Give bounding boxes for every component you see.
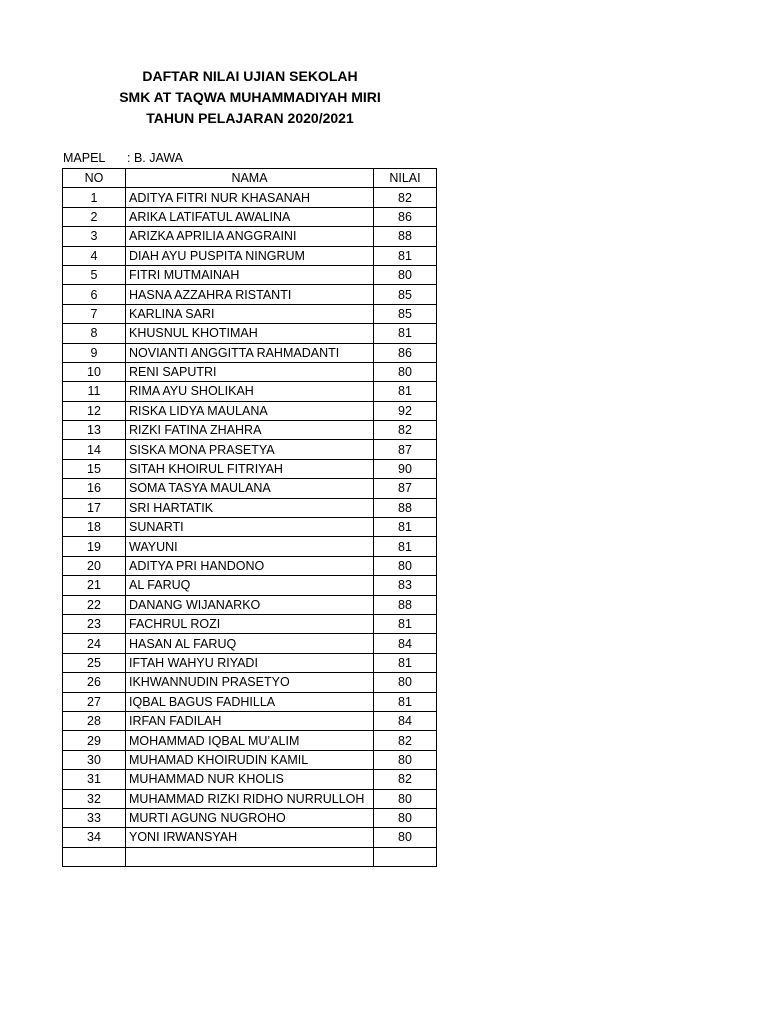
cell-no: 12	[63, 401, 126, 420]
cell-nama: NOVIANTI ANGGITTA RAHMADANTI	[126, 343, 374, 362]
cell-nilai: 81	[374, 518, 437, 537]
cell-nilai: 80	[374, 265, 437, 284]
cell-nama: KARLINA SARI	[126, 304, 374, 323]
cell-no: 27	[63, 692, 126, 711]
cell-nama: IKHWANNUDIN PRASETYO	[126, 673, 374, 692]
cell-no: 16	[63, 479, 126, 498]
table-row	[63, 440, 437, 459]
cell-nilai: 82	[374, 770, 437, 789]
table-row	[63, 673, 437, 692]
table-row	[63, 479, 437, 498]
cell-no: 15	[63, 459, 126, 478]
cell-nilai: 87	[374, 479, 437, 498]
cell-nama: IRFAN FADILAH	[126, 711, 374, 730]
table-row	[63, 498, 437, 517]
table-row	[63, 731, 437, 750]
table-row	[63, 653, 437, 672]
cell-nama: IFTAH WAHYU RIYADI	[126, 653, 374, 672]
column-header-nama: NAMA	[126, 169, 374, 188]
cell-nilai: 82	[374, 731, 437, 750]
table-row	[63, 556, 437, 575]
table-header-row	[63, 169, 437, 188]
cell-no: 26	[63, 673, 126, 692]
cell-no: 4	[63, 246, 126, 265]
cell-no: 34	[63, 828, 126, 847]
table-row	[63, 634, 437, 653]
cell-nama: RIMA AYU SHOLIKAH	[126, 382, 374, 401]
cell-no: 6	[63, 285, 126, 304]
cell-nama: ADITYA PRI HANDONO	[126, 556, 374, 575]
cell-nilai: 87	[374, 440, 437, 459]
cell-nilai: 80	[374, 828, 437, 847]
table-row	[63, 382, 437, 401]
cell-no: 10	[63, 362, 126, 381]
cell-nilai: 81	[374, 246, 437, 265]
cell-nilai: 84	[374, 634, 437, 653]
cell-nama: ARIZKA APRILIA ANGGRAINI	[126, 227, 374, 246]
cell-no: 9	[63, 343, 126, 362]
cell-nama: SOMA TASYA MAULANA	[126, 479, 374, 498]
cell-no: 24	[63, 634, 126, 653]
table-row	[63, 711, 437, 730]
cell-nama: YONI IRWANSYAH	[126, 828, 374, 847]
cell-nilai: 80	[374, 362, 437, 381]
cell-nama: MOHAMMAD IQBAL MU’ALIM	[126, 731, 374, 750]
cell-nama: WAYUNI	[126, 537, 374, 556]
cell-nilai: 80	[374, 789, 437, 808]
cell-nilai: 81	[374, 653, 437, 672]
cell-nilai: 82	[374, 421, 437, 440]
cell-no: 21	[63, 576, 126, 595]
table-row	[63, 304, 437, 323]
cell-nilai: 86	[374, 343, 437, 362]
cell-no: 13	[63, 421, 126, 440]
table-row	[63, 265, 437, 284]
cell-no: 1	[63, 188, 126, 207]
table-row	[63, 692, 437, 711]
cell-nilai: 83	[374, 576, 437, 595]
cell-nilai: 80	[374, 750, 437, 769]
grades-table	[62, 168, 437, 867]
cell-nama: MUHAMMAD RIZKI RIDHO NURRULLOH	[126, 789, 374, 808]
cell-nilai: 88	[374, 498, 437, 517]
title-line-1: DAFTAR NILAI UJIAN SEKOLAH	[142, 68, 358, 84]
table-row	[63, 576, 437, 595]
cell-no: 8	[63, 324, 126, 343]
cell-nama: FITRI MUTMAINAH	[126, 265, 374, 284]
cell-nama: HASAN AL FARUQ	[126, 634, 374, 653]
cell-no: 32	[63, 789, 126, 808]
cell-nilai: 88	[374, 595, 437, 614]
cell-no: 17	[63, 498, 126, 517]
table-row	[63, 285, 437, 304]
cell-nilai: 92	[374, 401, 437, 420]
cell-no: 28	[63, 711, 126, 730]
cell-nama: RISKA LIDYA MAULANA	[126, 401, 374, 420]
table-row	[63, 750, 437, 769]
cell-nama: DANANG WIJANARKO	[126, 595, 374, 614]
cell-no: 7	[63, 304, 126, 323]
cell-nilai: 80	[374, 673, 437, 692]
cell-nama: RENI SAPUTRI	[126, 362, 374, 381]
cell-nama: AL FARUQ	[126, 576, 374, 595]
document-title	[0, 66, 500, 129]
cell-no: 2	[63, 207, 126, 226]
table-row	[63, 828, 437, 847]
cell-nama: SISKA MONA PRASETYA	[126, 440, 374, 459]
table-row	[63, 324, 437, 343]
cell-nilai: 81	[374, 382, 437, 401]
cell-nilai: 80	[374, 556, 437, 575]
cell-nilai: 90	[374, 459, 437, 478]
blank-cell	[126, 847, 374, 866]
subject-line	[63, 150, 183, 166]
table-row	[63, 808, 437, 827]
cell-no: 14	[63, 440, 126, 459]
cell-no: 11	[63, 382, 126, 401]
cell-no: 22	[63, 595, 126, 614]
table-row	[63, 537, 437, 556]
table-row	[63, 770, 437, 789]
table-row	[63, 343, 437, 362]
cell-nama: MUHAMAD KHOIRUDIN KAMIL	[126, 750, 374, 769]
cell-no: 19	[63, 537, 126, 556]
empty-nilai-cell	[374, 847, 437, 866]
cell-nilai: 81	[374, 614, 437, 633]
table-row	[63, 789, 437, 808]
cell-no: 33	[63, 808, 126, 827]
table-body	[63, 188, 437, 867]
blank-cell	[63, 847, 126, 866]
table-row	[63, 614, 437, 633]
cell-no: 18	[63, 518, 126, 537]
title-line-2: SMK AT TAQWA MUHAMMADIYAH MIRI	[119, 89, 381, 105]
column-header-nilai: NILAI	[374, 169, 437, 188]
table-row	[63, 459, 437, 478]
subject-value: : B. JAWA	[127, 151, 184, 165]
cell-nilai: 81	[374, 324, 437, 343]
cell-nilai: 81	[374, 537, 437, 556]
table-row	[63, 227, 437, 246]
cell-no: 20	[63, 556, 126, 575]
cell-nama: ARIKA LATIFATUL AWALINA	[126, 207, 374, 226]
table-row	[63, 207, 437, 226]
subject-label: MAPEL	[63, 151, 106, 165]
column-header-no: NO	[63, 169, 126, 188]
cell-nama: DIAH AYU PUSPITA NINGRUM	[126, 246, 374, 265]
cell-nilai: 82	[374, 188, 437, 207]
cell-nilai: 86	[374, 207, 437, 226]
table-row	[63, 362, 437, 381]
cell-no: 5	[63, 265, 126, 284]
cell-nilai: 88	[374, 227, 437, 246]
cell-nama: KHUSNUL KHOTIMAH	[126, 324, 374, 343]
cell-nilai: 80	[374, 808, 437, 827]
cell-nama: FACHRUL ROZI	[126, 614, 374, 633]
table-row	[63, 246, 437, 265]
cell-nilai: 85	[374, 304, 437, 323]
table-row	[63, 401, 437, 420]
cell-no: 30	[63, 750, 126, 769]
title-line-3: TAHUN PELAJARAN 2020/2021	[146, 110, 354, 126]
cell-nama: SRI HARTATIK	[126, 498, 374, 517]
cell-nama: SUNARTI	[126, 518, 374, 537]
cell-nilai: 84	[374, 711, 437, 730]
table-row	[63, 595, 437, 614]
cell-no: 29	[63, 731, 126, 750]
cell-no: 31	[63, 770, 126, 789]
cell-nama: RIZKI FATINA ZHAHRA	[126, 421, 374, 440]
cell-nama: HASNA AZZAHRA RISTANTI	[126, 285, 374, 304]
cell-nama: MURTI AGUNG NUGROHO	[126, 808, 374, 827]
cell-nama: ADITYA FITRI NUR KHASANAH	[126, 188, 374, 207]
cell-nama: MUHAMMAD NUR KHOLIS	[126, 770, 374, 789]
cell-nilai: 81	[374, 692, 437, 711]
table-row	[63, 518, 437, 537]
table-row-blank	[63, 847, 437, 866]
cell-nama: SITAH KHOIRUL FITRIYAH	[126, 459, 374, 478]
cell-no: 3	[63, 227, 126, 246]
cell-no: 23	[63, 614, 126, 633]
table-row	[63, 421, 437, 440]
cell-nama: IQBAL BAGUS FADHILLA	[126, 692, 374, 711]
cell-no: 25	[63, 653, 126, 672]
table-row	[63, 188, 437, 207]
cell-nilai: 85	[374, 285, 437, 304]
